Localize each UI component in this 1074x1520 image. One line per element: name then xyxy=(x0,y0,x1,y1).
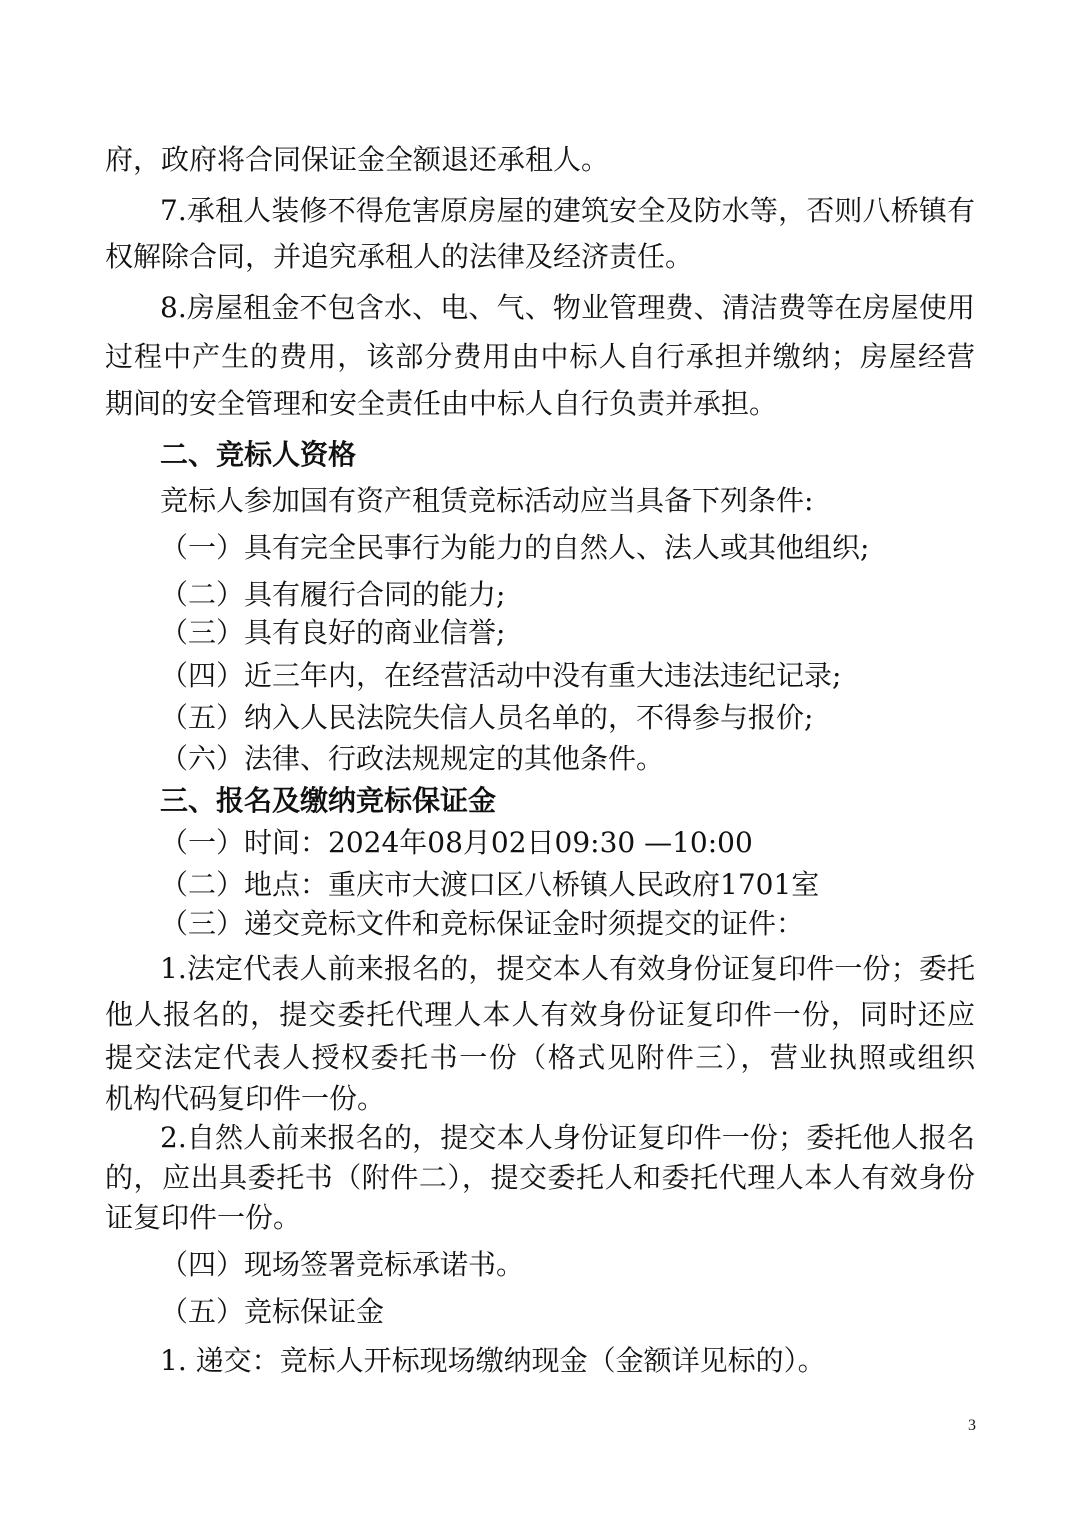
text-line: 过程中产生的费用，该部分费用由中标人自行承担并缴纳；房屋经营 xyxy=(105,340,975,373)
list-item: （六）法律、行政法规规定的其他条件。 xyxy=(160,742,665,775)
section-heading: 二、竞标人资格 xyxy=(160,438,357,471)
text-line: 1.法定代表人前来报名的，提交本人有效身份证复印件一份；委托 xyxy=(160,952,975,985)
list-item: （二）具有履行合同的能力; xyxy=(160,578,506,611)
list-item: （四）近三年内，在经营活动中没有重大违法违纪记录; xyxy=(160,659,842,692)
text-line: 提交法定代表人授权委托书一份（格式见附件三），营业执照或组织 xyxy=(105,1041,975,1074)
list-item: （五）纳入人民法院失信人员名单的，不得参与报价; xyxy=(160,701,814,734)
text-line: 7.承租人装修不得危害原房屋的建筑安全及防水等，否则八桥镇有 xyxy=(160,194,975,227)
text-line: 机构代码复印件一份。 xyxy=(105,1082,386,1115)
text-line: 的，应出具委托书（附件二），提交委托人和委托代理人本人有效身份 xyxy=(105,1161,975,1194)
list-item: （一）具有完全民事行为能力的自然人、法人或其他组织; xyxy=(160,531,870,564)
list-item: （三）递交竞标文件和竞标保证金时须提交的证件： xyxy=(160,907,805,940)
text-line: 期间的安全管理和安全责任由中标人自行负责并承担。 xyxy=(105,387,778,420)
text-line: 权解除合同，并追究承租人的法律及经济责任。 xyxy=(105,240,694,273)
list-item: （二）地点：重庆市大渡口区八桥镇人民政府1701室 xyxy=(160,868,820,901)
list-item: （三）具有良好的商业信誉; xyxy=(160,616,506,649)
text-line: 他人报名的，提交委托代理人本人有效身份证复印件一份，同时还应 xyxy=(105,998,975,1031)
text-line: 2.自然人前来报名的，提交本人身份证复印件一份；委托他人报名 xyxy=(160,1121,975,1154)
list-item: （四）现场签署竞标承诺书。 xyxy=(160,1248,525,1281)
text-line: 竞标人参加国有资产租赁竞标活动应当具备下列条件: xyxy=(160,484,814,517)
list-item: （一）时间：2024年08月02日09:30 —10:00 xyxy=(160,826,753,859)
text-line: 1. 递交：竞标人开标现场缴纳现金（金额详见标的）。 xyxy=(160,1344,826,1377)
text-line: 府，政府将合同保证金全额退还承租人。 xyxy=(105,143,610,176)
page-number: 3 xyxy=(968,1417,976,1434)
list-item: （五）竞标保证金 xyxy=(160,1295,385,1328)
section-heading: 三、报名及缴纳竞标保证金 xyxy=(160,784,497,817)
text-line: 证复印件一份。 xyxy=(105,1201,302,1234)
text-line: 8.房屋租金不包含水、电、气、物业管理费、清洁费等在房屋使用 xyxy=(160,291,975,324)
